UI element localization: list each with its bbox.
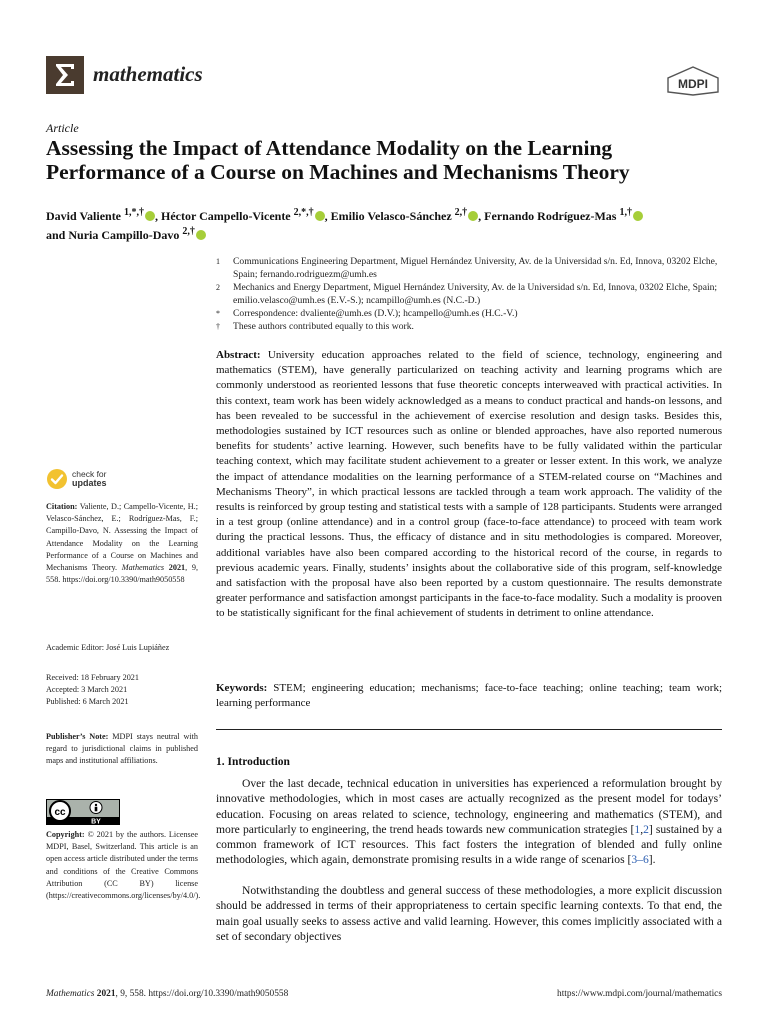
author-name: Héctor Campello-Vicente [161,209,291,223]
citation-link[interactable]: 1 [634,822,641,836]
article-type: Article [46,121,79,135]
abstract-label: Abstract: [216,349,261,361]
affiliation-marker: * [216,309,220,318]
intro-paragraph-2: Notwithstanding the doubtless and general success of these methodologies, a more explicit discussion should be addressed in terms of their appropriateness to certain specific learning contexts. To that end, the main goal usually seeks to assess active and valid learning. However, this comes implicitly associated with a set of secondary objectives [216,884,722,943]
affiliation-text: Communications Engineering Department, Miguel Hernández University, Av. de la Universidad s/n. Ed, Innova, 03202 Elche, Spain; fernando.rodriguezm@umh.es [233,256,718,280]
intro-paragraph-1 [216,776,722,868]
orcid-icon[interactable] [315,211,325,221]
accepted-date: Accepted: 3 March 2021 [46,685,128,695]
orcid-icon[interactable] [196,230,206,240]
author-name: David Valiente [46,209,122,223]
author-sup: 2,† [454,207,468,218]
affiliation-marker: 2 [216,283,220,292]
orcid-icon[interactable] [633,211,643,221]
citation-link[interactable]: 3–6 [631,853,649,867]
affiliation-item [216,255,722,281]
citation-link[interactable]: 2 [643,822,649,836]
publisher-note-label: Publisher’s Note: [46,732,109,741]
citation-text: Valiente, D.; Campello-Vicente, H.; Velasco-Sánchez, E.; Rodríguez-Mas, F.; Campillo-Davo, N. Assessing the Impact of Attendance Modality on the Learning Performance of a Course on Machines and Mechanisms Theory. [46,502,198,573]
received-date: Received: 18 February 2021 [46,673,139,682]
author-sup: 1,*,† [124,207,145,218]
paragraph-text: ]. [648,853,656,867]
divider [216,729,722,730]
keywords-label: Keywords: [216,682,268,694]
article-title: Assessing the Impact of Attendance Modality on the Learning Performance of a Course on Machines and Mechanisms Theory [46,136,630,184]
cc-by-license-badge[interactable] [46,799,120,825]
cc-icon: cc [54,807,66,818]
orcid-icon[interactable] [145,211,155,221]
dates-block [46,672,198,709]
citation-block [46,501,198,586]
footer-citation [46,989,288,999]
copyright-text: © 2021 by the authors. Licensee MDPI, Basel, Switzerland. This article is an open access article distributed under the terms and conditions of the Creative Commons Attribution (CC BY) license (https://creativecommons.org/licenses/by/4.0/). [46,830,201,901]
paragraph-text: ] sustained by a common framework of ICT resources. This fact fosters the integration of blended and fully online methodologies, which again, demonstrate promising results in a wide range of scenarios [ [216,822,722,867]
check-updates-line2: updates [72,478,107,488]
citation-label: Citation: [46,502,78,511]
citation-journal: Mathematics [121,563,165,573]
affiliation-marker: † [216,322,220,331]
publisher-note [46,731,198,768]
author-sup: 1,† [619,207,632,218]
author-sup: 2,*,† [293,207,314,218]
footer-doi[interactable]: , 9, 558. https://doi.org/10.3390/math9050558 [115,989,289,999]
affiliation-item [216,281,722,307]
affiliation-text: These authors contributed equally to this work. [233,321,414,332]
footer-year: 2021 [96,989,116,999]
paragraph-text: Over the last decade, technical education in universities has experienced a reformulation brought by innovative methodologies, which in most cases are actually recognized as the present model for todays’ education. Focusing on areas related to science, technology, engineering and mathematics (STEM), and more particularly to engineering, the trend heads towards new communication strategies [ [216,777,722,836]
published-date: Published: 6 March 2021 [46,697,129,707]
sigma-icon [50,60,80,90]
citation-year: 2021 [168,563,186,573]
keywords [216,681,722,711]
author-name: Emilio Velasco-Sánchez [330,209,452,223]
abstract-text: University education approaches related to the field of science, technology, engineering and mathematics (STEM), have generally particularized on teaching activity and learning programs which are commonly understood as reoriented lessons that fuse theoretic concepts interweaved with practical activities. In this context, team work has been widely acknowledged as a means to conduct practical and hands-on lessons, and has been revealed to be successful in the achievement of exercise resolution and design tasks. Besides this, methodologies sustained by ICT resources such as online or blended approaches, have also reported numerous benefits for students’ active learning. However, such benefits have to be fully validated within the particular teaching context, which may facilitate student achievement to a greater or lesser extent. In this work, we analyze the impact of attendance modalities on the learning performance of a STEM-related course on “Machines and Mechanisms Theory”, in which practical lessons are tackled through a team work approach. The validity of the results is reinforced by group testing and statistical tests with a sample of 128 participants. Students were arranged in a test group (online attendance) and in a control group (face-to-face attendance) to proceed with team work during the practical lessons. Thus, the efficacy of distance and in situ methodologies is compared. Moreover, additional variables have also been compared according to the historical record of the course, in regards to previous academic years. Finally, students’ insights about the collaborative side of this program, self-knowledge and satisfaction with the proposal have also been reported by a custom questionnaire. The results demonstrate greater performance and satisfaction amongst participants in the face-to-face modality. Such a modality is prooven to be statistically significant for the final achievement of students in detriment to online attendance. [216,349,723,620]
author-list: David Valiente $^{1,*,\dagger}$ , Héctor Campello-Vicente $^{2,*,\dagger}$ , Emilio Velasco-Sánchez $^{2,\dagger}$ , Fernando Rodríguez-Mas $^{1,\dagger}$ and Nuria Campillo-Davo $^{2,\dagger}$ [46,205,736,243]
author-sup: 2,† [182,226,195,237]
affiliation-marker: 1 [216,257,220,266]
publisher-note-text: MDPI stays neutral with regard to jurisdictional claims in published maps and institutional affiliations. [46,732,199,766]
by-icon: BY [91,818,101,825]
affiliation-text: Mechanics and Energy Department, Miguel Hernández University, Av. de la Universidad s/n. Ed, Innova, 03202 Elche, Spain; emilio.velasco@umh.es (E.V.-S.); ncampillo@umh.es (N.C.-D.) [233,282,718,306]
footer-journal: Mathematics [46,989,95,999]
copyright-label: Copyright: [46,830,85,839]
paragraph-text: , [640,822,644,836]
journal-name: mathematics [93,62,203,86]
journal-logo [46,56,84,94]
check-updates-icon [46,468,68,490]
academic-editor: Academic Editor: José Luis Lupiáñez [46,643,170,652]
footer-journal-url[interactable]: https://www.mdpi.com/journal/mathematics [557,989,722,999]
copyright-block [46,829,201,902]
check-for-updates-button[interactable] [46,468,107,490]
orcid-icon[interactable] [468,211,478,221]
abstract [216,348,722,622]
author-name: Nuria Campillo-Davo [68,228,180,242]
author-name: Fernando Rodríguez-Mas [484,209,617,223]
affiliation-item [216,307,722,320]
keywords-text: STEM; engineering education; mechanisms; face-to-face teaching; online teaching; team work; learning performance [216,682,723,710]
check-updates-line1: check for [72,469,107,479]
affiliations [216,255,722,333]
citation-doi[interactable]: , 9, 558. https://doi.org/10.3390/math9050558 [46,563,198,585]
mdpi-logo [666,66,720,96]
affiliation-text: Correspondence: dvaliente@umh.es (D.V.); hcampello@umh.es (H.C.-V.) [233,308,518,319]
section-heading: 1. Introduction [216,756,290,768]
affiliation-item [216,320,722,333]
publisher-name: MDPI [678,77,708,91]
